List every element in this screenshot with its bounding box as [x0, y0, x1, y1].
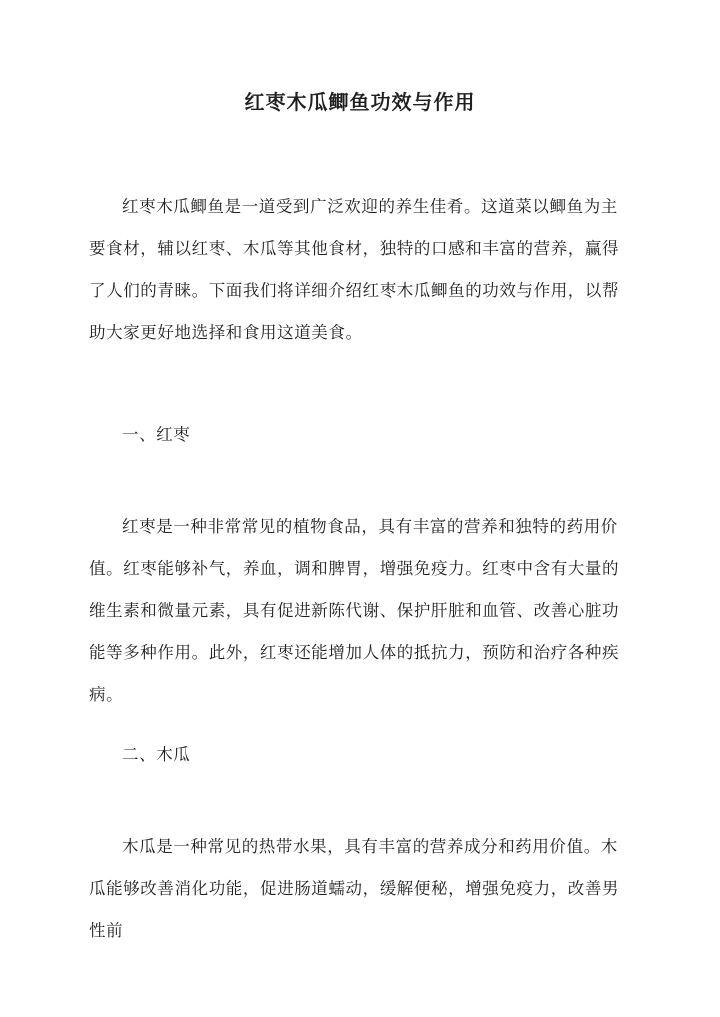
section-heading-red-dates: 一、红枣	[122, 425, 191, 444]
section-heading-papaya: 二、木瓜	[122, 745, 191, 764]
section-body-red-dates: 红枣是一种非常常见的植物食品，具有丰富的营养和独特的药用价值。红枣能够补气，养血，调和脾胃，增强免疫力。红枣中含有大量的维生素和微量元素，具有促进新陈代谢、保护肝脏和血管、改善心脏功能等多种作用。此外，红枣还能增加人体的抵抗力，预防和治疗各种疾病。	[89, 517, 620, 704]
section-body-papaya: 木瓜是一种常见的热带水果，具有丰富的营养成分和药用价值。木瓜能够改善消化功能，促进肠道蠕动，缓解便秘，增强免疫力，改善男性前	[89, 837, 620, 940]
document-title: 红枣木瓜鲫鱼功效与作用	[244, 90, 476, 114]
intro-paragraph: 红枣木瓜鲫鱼是一道受到广泛欢迎的养生佳肴。这道菜以鲫鱼为主要食材，辅以红枣、木瓜等其他食材，独特的口感和丰富的营养，赢得了人们的青睐。下面我们将详细介绍红枣木瓜鲫鱼的功效与作用，以帮助大家更好地选择和食用这道美食。	[89, 197, 620, 342]
